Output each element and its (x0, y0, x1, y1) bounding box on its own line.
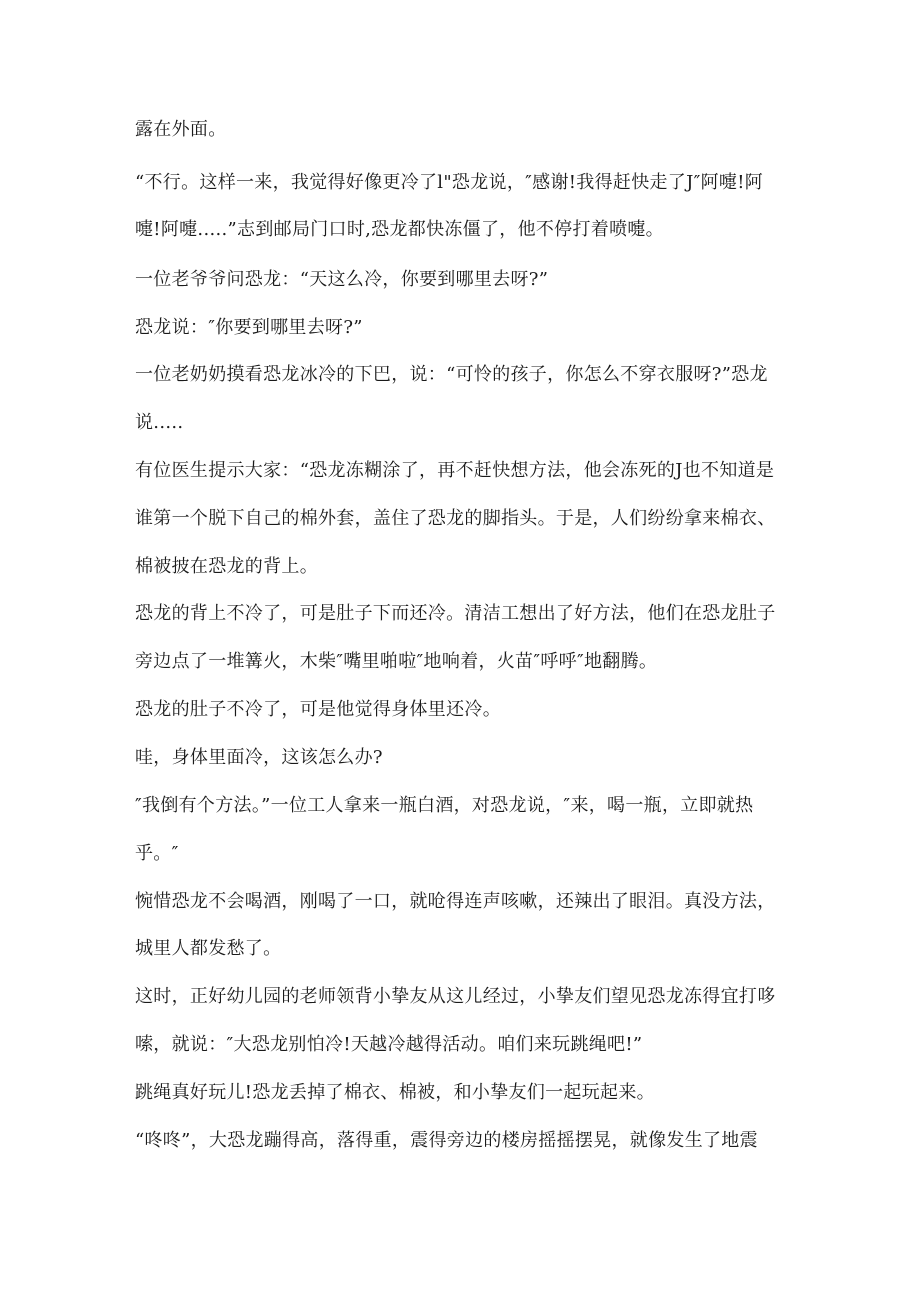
text-line-14: 哇，身体里面冷，这该怎么办? (135, 747, 383, 768)
text-line-9: 谁第一个脱下自己的棉外套，盖住了恐龙的脚指头。于是，人们纷纷拿来棉衣、 (135, 508, 776, 529)
text-line-17: 惋惜恐龙不会喝酒，刚喝了一口，就呛得连声咳嗽，还辣出了眼泪。真没方法， (135, 891, 776, 912)
text-line-12: 旁边点了一堆篝火，木柴″嘴里啪啦″地响着，火苗″呼呼″地翻腾。 (135, 651, 658, 672)
text-line-22: “咚咚”，大恐龙蹦得高，落得重，震得旁边的楼房摇摇摆晃，就像发生了地震 (135, 1130, 758, 1151)
text-line-7: 说..... (135, 412, 184, 433)
text-line-5: 恐龙说：″你要到哪里去呀?” (135, 317, 363, 338)
text-line-16: 乎。″ (135, 843, 179, 864)
text-line-8: 有位医生提示大家：“恐龙冻糊涂了，再不赶快想方法，他会冻死的J也不知道是 (135, 460, 775, 481)
text-line-20: 嗦，就说：″大恐龙别怕冷!天越冷越得活动。咱们来玩跳绳吧!” (135, 1034, 643, 1055)
text-line-11: 恐龙的背上不冷了，可是肚子下而还冷。清洁工想出了好方法，他们在恐龙肚子 (135, 603, 776, 624)
text-line-4: 一位老爷爷问恐龙：“天这么冷，你要到哪里去呀?” (135, 269, 549, 290)
text-line-3: 嚏!阿嚏.....”志到邮局门口时,恐龙都快冻僵了，他不停打着喷嚏。 (135, 219, 664, 240)
text-line-19: 这时，正好幼儿园的老师领背小挚友从这儿经过，小挚友们望见恐龙冻得宜打哆 (135, 986, 776, 1007)
text-line-21: 跳绳真好玩儿!恐龙丢掉了棉衣、棉被，和小挚友们一起玩起来。 (135, 1082, 655, 1103)
text-line-6: 一位老奶奶摸看恐龙冰冷的下巴，说：“可怜的孩子，你怎么不穿衣服呀?”恐龙 (135, 364, 768, 385)
text-line-18: 城里人都发愁了。 (135, 938, 282, 959)
text-line-13: 恐龙的肚子不冷了，可是他觉得身体里还冷。 (135, 699, 501, 720)
text-line-10: 棉被披在恐龙的背上。 (135, 556, 318, 577)
text-line-2: “不行。这样一来，我觉得好像更冷了l"恐龙说，″感谢!我得赶快走了J″阿嚏!阿 (135, 172, 764, 193)
text-line-1: 露在外面。 (135, 119, 227, 140)
text-line-15: ″我倒有个方法。”一位工人拿来一瓶白酒，对恐龙说，″来，喝一瓶，立即就热 (135, 795, 754, 816)
